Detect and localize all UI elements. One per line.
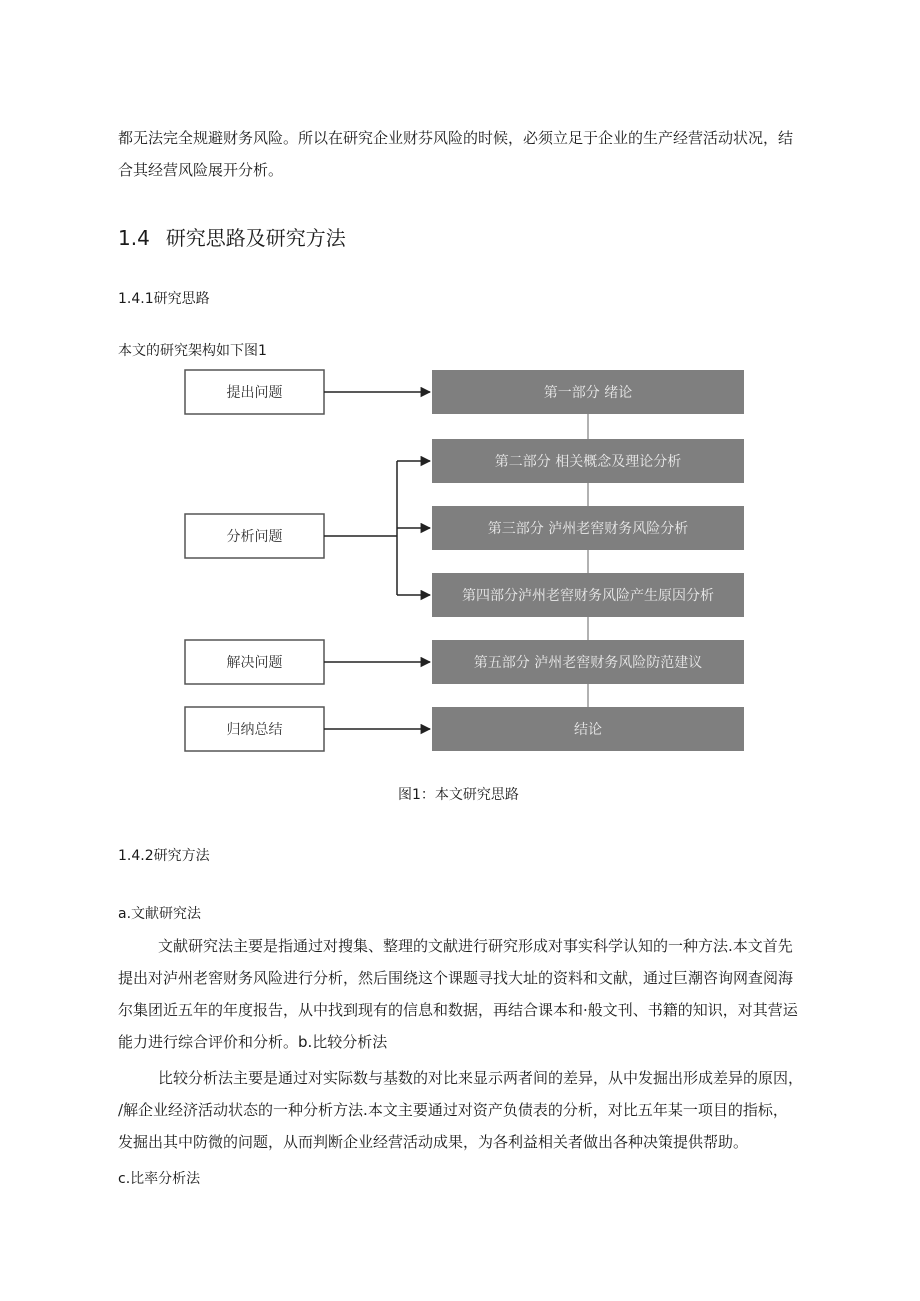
method-a-line-1: 文献研究法主要是指通过对搜集、整理的文献进行研究形成对事实科学认知的一种方法.本文首先: [158, 937, 793, 955]
subsection-heading-1-4-1: 1.4.1研究思路: [118, 291, 210, 307]
branch-analyze: [324, 461, 397, 595]
intro-line-2: 合其经营风险展开分析。: [118, 161, 284, 179]
right-box-label: 第四部分泸州老窖财务风险产生原因分析: [462, 588, 714, 604]
method-a-line-2: 提出对泸州老窖财务风险进行分析，然后围绕这个课题寻找大址的资料和文献，通过巨潮咨询网查阅海: [118, 969, 794, 987]
method-a-line-4: [118, 1026, 387, 1058]
right-box-part-3: [432, 506, 744, 550]
right-box-part-1: [432, 370, 744, 414]
method-c-title: c.比率分析法: [118, 1171, 201, 1187]
right-box-label: 第五部分 泸州老窖财务风险防范建议: [473, 655, 703, 671]
right-box-part-5: [432, 640, 744, 684]
section-title: 研究思路及研究方法: [165, 226, 346, 250]
left-box-label: 归纳总结: [226, 722, 283, 738]
right-box-label: 第三部分 泸州老窖财务风险分析: [487, 521, 689, 537]
research-flow-diagram: [0, 360, 920, 780]
method-a-line-3: 尔集团近五年的年度报告，从中找到现有的信息和数据，再结合课本和·般文刊、书籍的知识，对其营运: [118, 1001, 798, 1019]
left-box-summarize: [185, 707, 324, 751]
left-box-label: 解决问题: [226, 655, 283, 671]
left-box-analyze-problem: [185, 514, 324, 558]
left-box-label: 分析问题: [226, 529, 283, 545]
right-box-part-4: [432, 573, 744, 617]
method-a-title: a.文献研究法: [118, 906, 202, 922]
framework-intro: 本文的研究架构如下图1: [118, 343, 267, 359]
method-b-line-3: 发掘出其中防微的问题，从而判断企业经营活动成果，为各利益相关者做出各种决策提供帮助。: [118, 1133, 749, 1151]
right-box-label: 第二部分 相关概念及理论分析: [494, 454, 682, 470]
left-box-solve-problem: [185, 640, 324, 684]
right-box-part-2: [432, 439, 744, 483]
section-number: 1.4: [118, 226, 150, 250]
intro-line-1: 都无法完全规避财务风险。所以在研究企业财芬风险的时候，必须立足于企业的生产经营活动状况，结: [118, 129, 794, 147]
left-box-label: 提出问题: [226, 385, 283, 401]
method-b-line-1: 比较分析法主要是通过对实际数与基数的对比来显示两者间的差异，从中发掘出形成差异的原因，: [158, 1069, 804, 1087]
right-box-label: 第一部分 绪论: [543, 385, 633, 401]
left-box-raise-problem: [185, 370, 324, 414]
method-a-last-line: 能力进行综合评价和分析。: [118, 1033, 299, 1051]
subsection-heading-1-4-2: 1.4.2研究方法: [118, 848, 210, 864]
method-b-line-2: /解企业经济活动状态的一种分析方法.本文主要通过对资产负债表的分析，对比五年某一项目的指标，: [118, 1101, 788, 1119]
right-box-label: 结论: [574, 722, 602, 738]
method-b-title: b.比较分析法: [298, 1033, 388, 1051]
right-box-conclusion: [432, 707, 744, 751]
section-heading-1-4: [118, 222, 346, 251]
figure-caption: 图1：本文研究思路: [398, 787, 519, 803]
